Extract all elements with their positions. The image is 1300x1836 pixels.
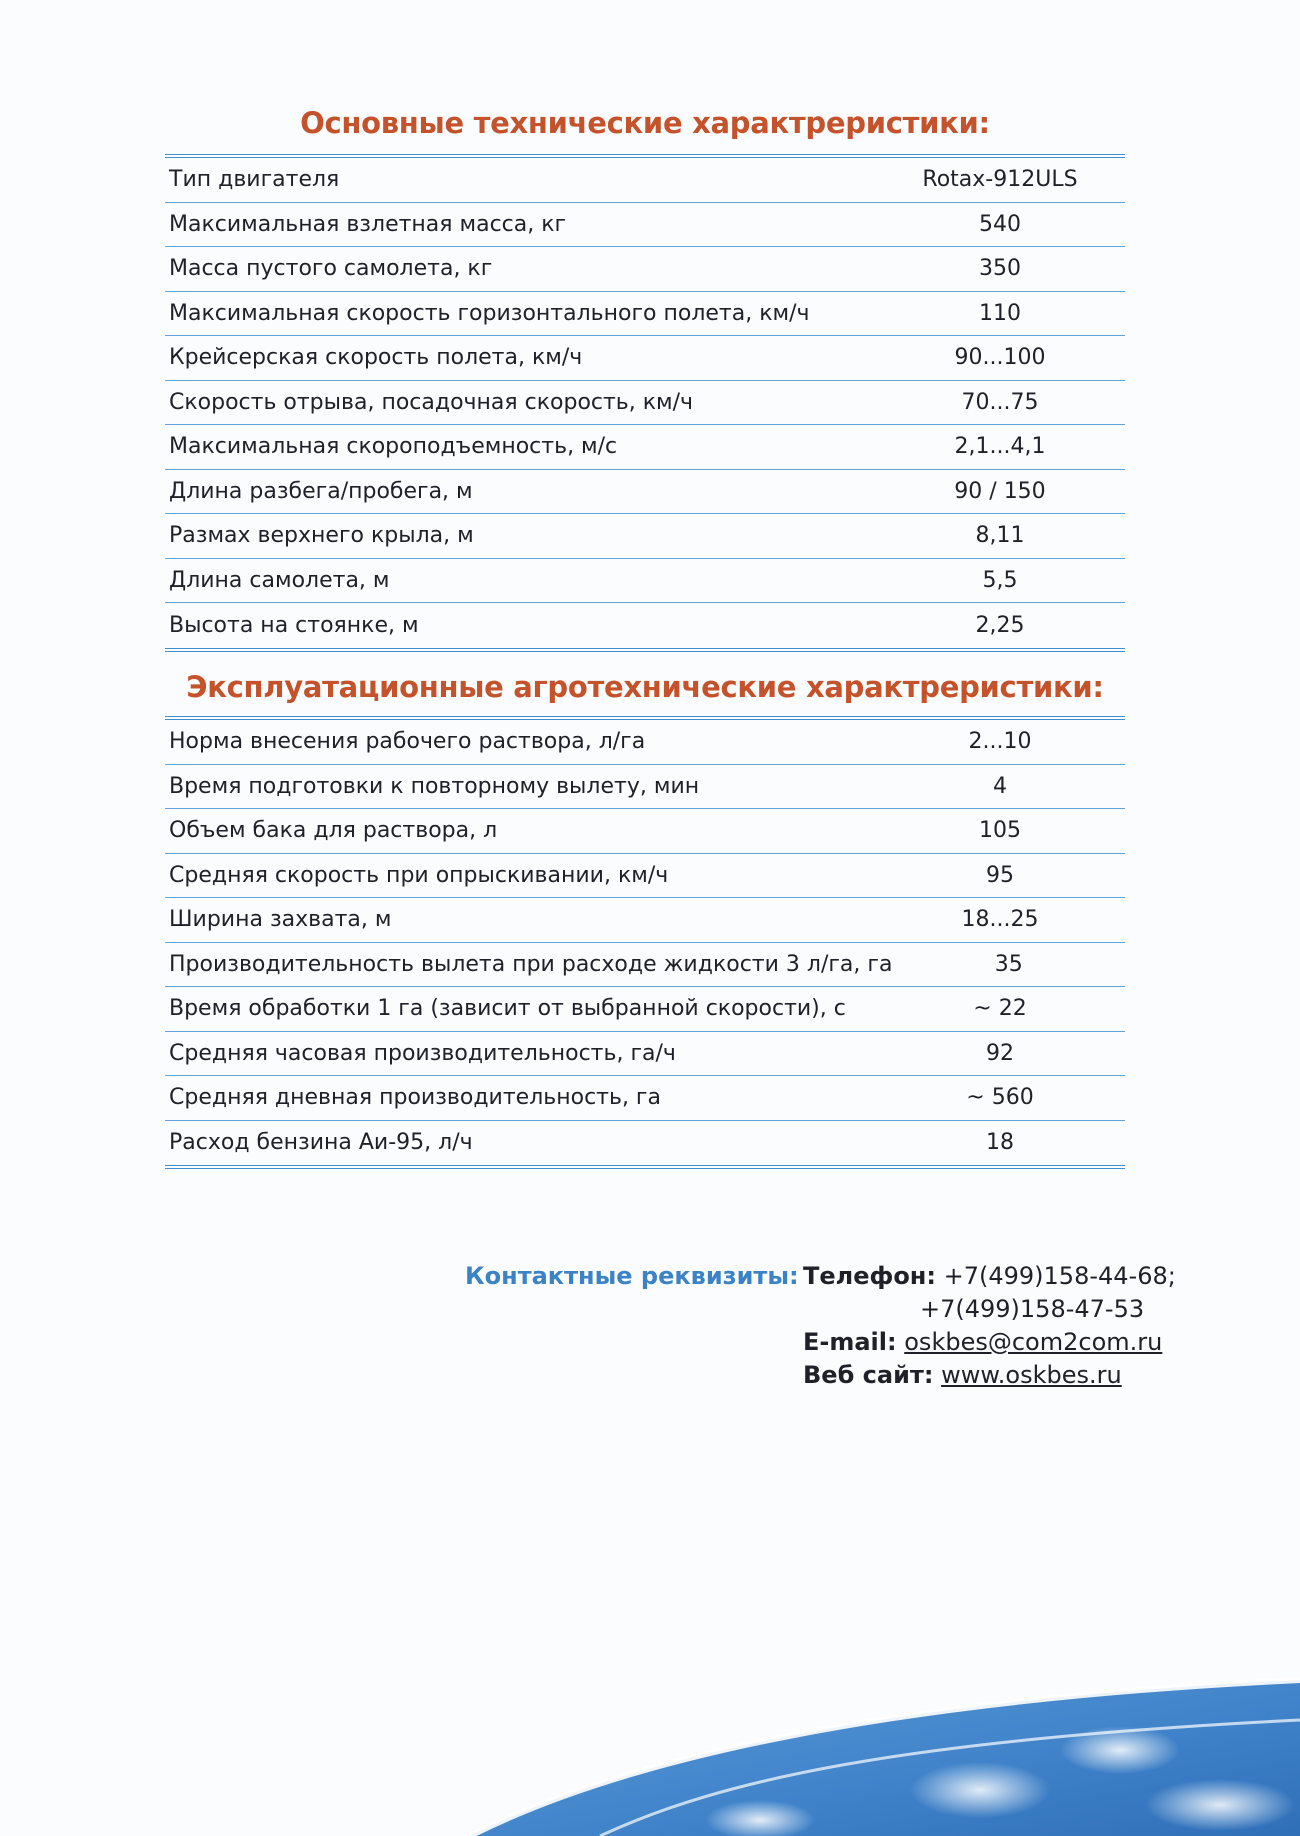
table-row — [165, 203, 1125, 248]
website-label: Веб сайт: — [803, 1361, 934, 1389]
sky-wave-decoration — [0, 1640, 1300, 1836]
phone-number-2: +7(499)158-47-53 — [920, 1295, 1145, 1323]
spec-value: 8,11 — [975, 523, 1025, 549]
spec-value: 540 — [979, 211, 1021, 237]
agro-specs-title: Эксплуатационные агротехнические характрeристики: — [186, 670, 1104, 704]
spec-value: 110 — [979, 300, 1021, 326]
website-link[interactable]: www.oskbes.ru — [941, 1361, 1122, 1389]
spec-label: Длина самолета, м — [169, 567, 390, 593]
spec-value: 2...10 — [968, 729, 1032, 755]
table-row — [165, 809, 1125, 854]
table-row — [165, 470, 1125, 515]
spec-label: Средняя дневная производительность, га — [169, 1085, 661, 1111]
spec-label: Длина разбега/пробега, м — [169, 478, 473, 504]
spec-value: 90...100 — [954, 345, 1046, 371]
spec-label: Объем бака для раствора, л — [169, 818, 498, 844]
agro-specs-table — [165, 716, 1125, 1169]
table-row — [165, 247, 1125, 292]
spec-value: 18...25 — [961, 907, 1039, 933]
technical-specs-table — [165, 154, 1125, 652]
table-row — [165, 603, 1125, 648]
spec-label: Максимальная скорость горизонтального полета, км/ч — [169, 300, 810, 326]
table-row — [165, 765, 1125, 810]
spec-label: Время подготовки к повторному вылету, мин — [169, 773, 700, 799]
spec-label: Размах верхнего крыла, м — [169, 523, 474, 549]
phone-number-1: +7(499)158-44-68; — [943, 1262, 1176, 1290]
spec-value: 18 — [986, 1130, 1014, 1156]
table-row — [165, 425, 1125, 470]
spec-label: Максимальная взлетная масса, кг — [169, 211, 567, 237]
website-line — [803, 1361, 1122, 1389]
table-row — [165, 514, 1125, 559]
table-row — [165, 336, 1125, 381]
email-line — [803, 1328, 1162, 1356]
table-row — [165, 381, 1125, 426]
table-row — [165, 898, 1125, 943]
spec-label: Средняя скорость при опрыскивании, км/ч — [169, 862, 669, 888]
spec-value: 90 / 150 — [954, 478, 1046, 504]
spec-label: Расход бензина Аи-95, л/ч — [169, 1130, 473, 1156]
table-row — [165, 292, 1125, 337]
email-label: E-mail: — [803, 1328, 897, 1356]
spec-value: 35 — [994, 951, 1023, 977]
phone-label: Телефон: — [803, 1262, 936, 1290]
spec-value: 105 — [979, 818, 1021, 844]
spec-value: 5,5 — [982, 567, 1018, 593]
table-row — [165, 1121, 1125, 1166]
table-row — [165, 720, 1125, 765]
spec-label: Крейсерская скорость полета, км/ч — [169, 345, 583, 371]
table-row — [165, 854, 1125, 899]
phone-line — [803, 1262, 1176, 1290]
spec-label: Высота на стоянке, м — [169, 612, 419, 638]
table-row — [165, 559, 1125, 604]
spec-value: 92 — [986, 1040, 1014, 1066]
spec-label: Скорость отрыва, посадочная скорость, км/ч — [169, 389, 694, 415]
technical-specs-title: Основные технические характрeристики: — [300, 106, 990, 140]
spec-value: Rotax-912ULS — [922, 167, 1078, 193]
spec-label: Тип двигателя — [169, 167, 340, 193]
spec-value: 2,25 — [975, 612, 1025, 638]
spec-label: Масса пустого самолета, кг — [169, 256, 493, 282]
spec-value: 70...75 — [961, 389, 1039, 415]
spec-value: 95 — [986, 862, 1014, 888]
table-row — [165, 1076, 1125, 1121]
table-row — [165, 943, 1125, 988]
spec-value: 350 — [979, 256, 1021, 282]
spec-value: 4 — [993, 773, 1007, 799]
table-row — [165, 158, 1125, 203]
spec-label: Норма внесения рабочего раствора, л/га — [169, 729, 646, 755]
spec-label: Производительность вылета при расходе жидкости 3 л/га, га — [169, 951, 893, 977]
spec-label: Время обработки 1 га (зависит от выбранной скорости), с — [169, 996, 846, 1022]
spec-label: Средняя часовая производительность, га/ч — [169, 1040, 676, 1066]
contacts-heading: Контактные реквизиты: — [465, 1262, 799, 1290]
email-link[interactable]: oskbes@com2com.ru — [904, 1328, 1163, 1356]
spec-value: 2,1...4,1 — [954, 434, 1046, 460]
spec-value: ~ 22 — [973, 996, 1027, 1022]
table-row — [165, 987, 1125, 1032]
table-row — [165, 1032, 1125, 1077]
spec-label: Максимальная скороподъемность, м/с — [169, 434, 618, 460]
spec-label: Ширина захвата, м — [169, 907, 392, 933]
contacts-block — [460, 1262, 1176, 1402]
spec-value: ~ 560 — [966, 1085, 1034, 1111]
